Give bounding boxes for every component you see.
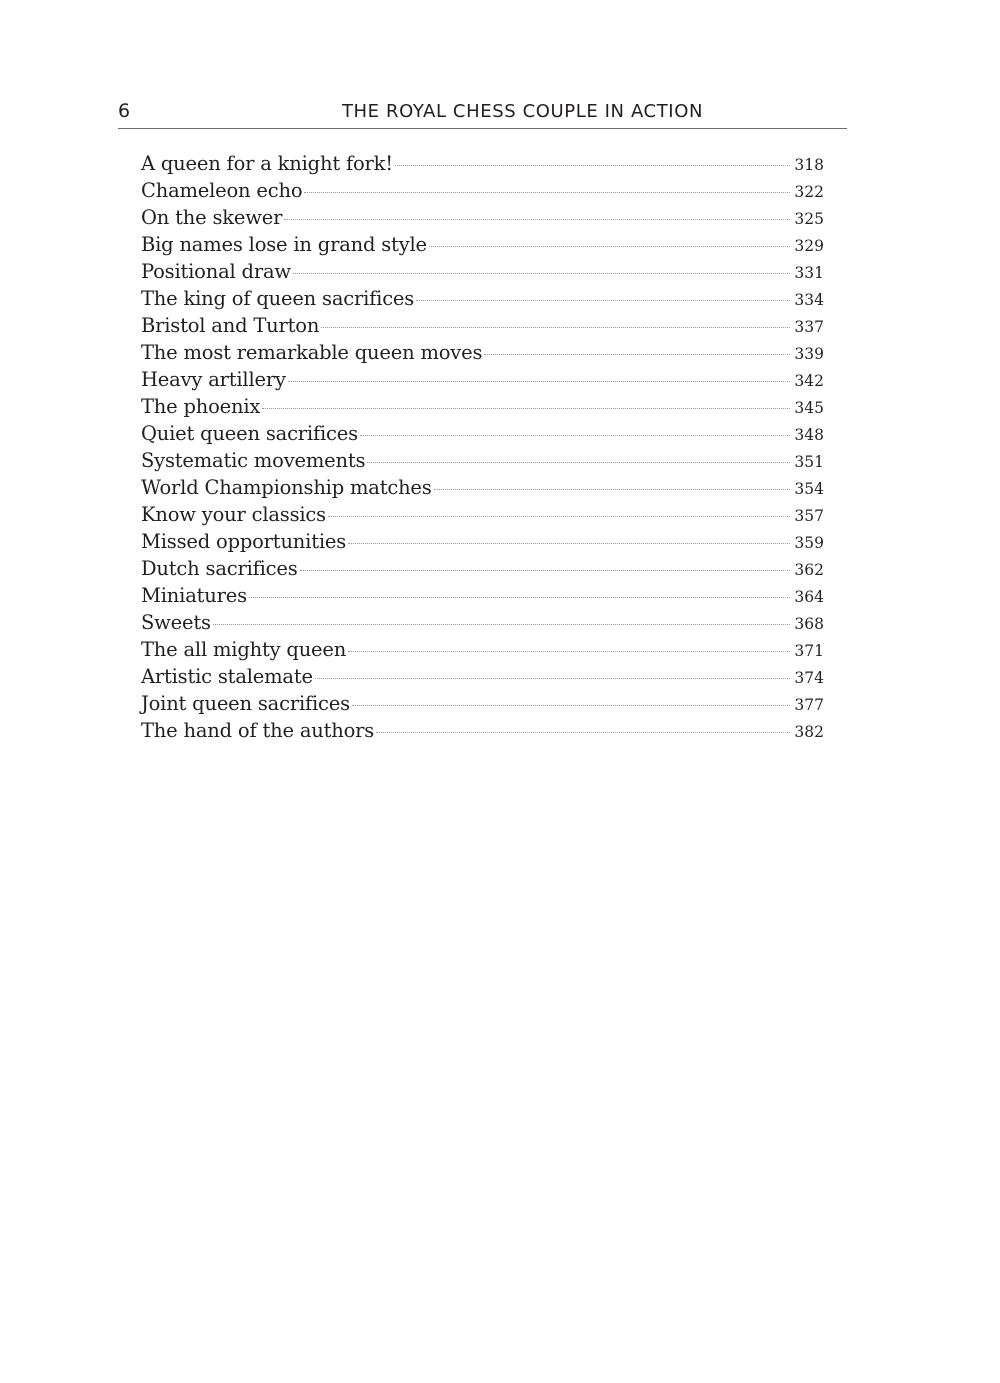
dot-leader: [429, 246, 791, 247]
toc-entry-page: 364: [794, 588, 824, 606]
toc-entry-title: Dutch sacrifices: [141, 557, 298, 580]
dot-leader: [328, 516, 790, 517]
toc-entry[interactable]: [141, 420, 824, 447]
toc-entry-title: Bristol and Turton: [141, 314, 320, 337]
toc-entry-title: Heavy artillery: [141, 368, 286, 391]
toc-entry-page: 339: [794, 345, 824, 363]
dot-leader: [321, 327, 790, 328]
toc-entry[interactable]: [141, 663, 824, 690]
toc-entry-page: 322: [794, 183, 824, 201]
dot-leader: [288, 381, 791, 382]
toc-entry-page: 382: [794, 723, 824, 741]
dot-leader: [213, 624, 791, 625]
dot-leader: [367, 462, 790, 463]
toc-entry-page: 318: [794, 156, 824, 174]
toc-entry-title: The king of queen sacrifices: [141, 287, 415, 310]
toc-entry-page: 331: [794, 264, 824, 282]
toc-entry-page: 374: [794, 669, 824, 687]
toc-entry-title: Joint queen sacrifices: [141, 692, 350, 715]
toc-entry-title: The most remarkable queen moves: [141, 341, 483, 364]
dot-leader: [484, 354, 790, 355]
toc-entry[interactable]: [141, 582, 824, 609]
toc-entry-page: 371: [794, 642, 824, 660]
dot-leader: [315, 678, 791, 679]
toc-entry-title: Quiet queen sacrifices: [141, 422, 358, 445]
toc-entry-title: Positional draw: [141, 260, 291, 283]
dot-leader: [434, 489, 791, 490]
dot-leader: [300, 570, 791, 571]
dot-leader: [262, 408, 790, 409]
toc-entry-title: Artistic stalemate: [141, 665, 313, 688]
toc-entry-title: Know your classics: [141, 503, 326, 526]
toc-entry-title: The hand of the authors: [141, 719, 375, 742]
toc-entry-title: World Championship matches: [141, 476, 432, 499]
toc-entry-page: 354: [794, 480, 824, 498]
toc-entry-title: The all mighty queen: [141, 638, 347, 661]
dot-leader: [348, 543, 790, 544]
toc-entry-title: The phoenix: [141, 395, 261, 418]
dot-leader: [360, 435, 791, 436]
toc-entry[interactable]: [141, 555, 824, 582]
toc-entry-title: Missed opportunities: [141, 530, 347, 553]
toc-entry[interactable]: [141, 231, 824, 258]
toc-entry-page: 334: [794, 291, 824, 309]
toc-entry-title: On the skewer: [141, 206, 283, 229]
toc-entry-title: Miniatures: [141, 584, 247, 607]
toc-entry[interactable]: [141, 636, 824, 663]
dot-leader: [352, 705, 791, 706]
toc-entry[interactable]: [141, 150, 824, 177]
dot-leader: [376, 732, 790, 733]
toc-entry[interactable]: [141, 474, 824, 501]
toc-entry-page: 325: [794, 210, 824, 228]
toc-entry[interactable]: [141, 501, 824, 528]
toc-entry-page: 329: [794, 237, 824, 255]
toc-entry[interactable]: [141, 609, 824, 636]
toc-entry-page: 359: [794, 534, 824, 552]
toc-entry-page: 377: [794, 696, 824, 714]
toc-entry[interactable]: [141, 690, 824, 717]
dot-leader: [249, 597, 791, 598]
toc-entry-title: Chameleon echo: [141, 179, 303, 202]
toc-entry-title: Sweets: [141, 611, 211, 634]
toc-entry-page: 362: [794, 561, 824, 579]
toc-entry-page: 357: [794, 507, 824, 525]
table-of-contents: [141, 150, 824, 744]
toc-entry[interactable]: [141, 447, 824, 474]
toc-entry-title: Big names lose in grand style: [141, 233, 427, 256]
dot-leader: [395, 165, 791, 166]
toc-entry[interactable]: [141, 339, 824, 366]
toc-entry[interactable]: [141, 312, 824, 339]
toc-entry[interactable]: [141, 528, 824, 555]
toc-entry[interactable]: [141, 177, 824, 204]
toc-entry[interactable]: [141, 204, 824, 231]
toc-entry-page: 348: [794, 426, 824, 444]
page-header: [118, 98, 847, 129]
toc-entry-page: 342: [794, 372, 824, 390]
dot-leader: [293, 273, 791, 274]
page-number: 6: [118, 100, 131, 122]
running-title: THE ROYAL CHESS COUPLE IN ACTION: [341, 101, 704, 122]
dot-leader: [416, 300, 790, 301]
toc-entry-page: 337: [794, 318, 824, 336]
toc-entry-title: A queen for a knight fork!: [141, 152, 393, 175]
dot-leader: [284, 219, 790, 220]
toc-entry-page: 351: [794, 453, 824, 471]
toc-entry-title: Systematic movements: [141, 449, 366, 472]
toc-entry[interactable]: [141, 285, 824, 312]
dot-leader: [304, 192, 790, 193]
toc-entry[interactable]: [141, 258, 824, 285]
toc-entry[interactable]: [141, 393, 824, 420]
toc-entry[interactable]: [141, 366, 824, 393]
toc-entry-page: 368: [794, 615, 824, 633]
dot-leader: [348, 651, 790, 652]
toc-entry[interactable]: [141, 717, 824, 744]
toc-entry-page: 345: [794, 399, 824, 417]
